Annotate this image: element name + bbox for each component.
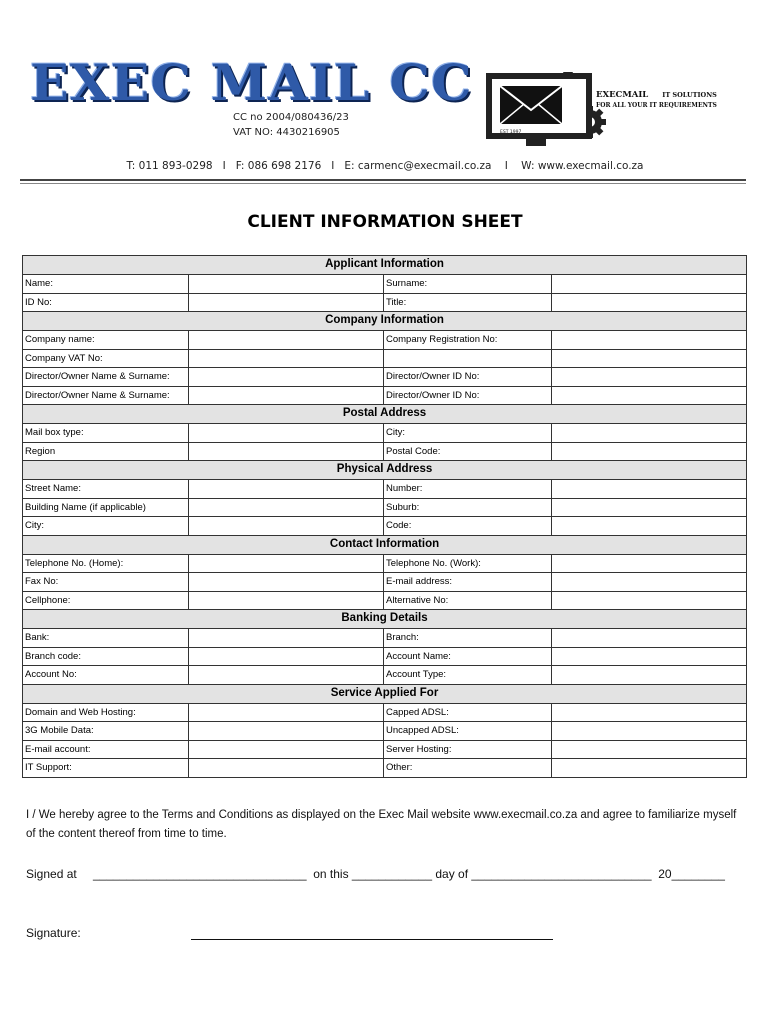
field-input[interactable] bbox=[189, 293, 384, 312]
section-header bbox=[23, 256, 747, 275]
field-label: Building Name (if applicable) bbox=[23, 498, 189, 517]
field-label: Domain and Web Hosting: bbox=[23, 703, 189, 722]
field-input[interactable] bbox=[189, 368, 384, 387]
field-input[interactable] bbox=[552, 554, 747, 573]
field-label: Surname: bbox=[384, 275, 552, 294]
field-label: Bank: bbox=[23, 629, 189, 648]
header-divider-thin bbox=[20, 183, 746, 184]
section-header bbox=[23, 312, 747, 331]
form-row bbox=[23, 591, 747, 610]
field-label: Director/Owner Name & Surname: bbox=[23, 386, 189, 405]
form-row bbox=[23, 759, 747, 778]
form-row bbox=[23, 386, 747, 405]
field-input[interactable] bbox=[552, 629, 747, 648]
field-input[interactable] bbox=[552, 331, 747, 350]
field-label: Suburb: bbox=[384, 498, 552, 517]
field-label: Alternative No: bbox=[384, 591, 552, 610]
field-label: Postal Code: bbox=[384, 442, 552, 461]
field-label: Region bbox=[23, 442, 189, 461]
form-row bbox=[23, 275, 747, 294]
field-input bbox=[552, 349, 747, 368]
form-row bbox=[23, 703, 747, 722]
brand-name: EXECMAIL IT SOLUTIONS bbox=[596, 90, 717, 100]
vat-number: VAT NO: 4430216905 bbox=[233, 127, 340, 138]
est-label: EST 1997 bbox=[500, 130, 522, 135]
field-input[interactable] bbox=[189, 275, 384, 294]
signature-line[interactable] bbox=[191, 939, 553, 940]
field-input[interactable] bbox=[552, 293, 747, 312]
field-input[interactable] bbox=[552, 480, 747, 499]
field-input[interactable] bbox=[552, 722, 747, 741]
field-input[interactable] bbox=[552, 703, 747, 722]
field-label: Company Registration No: bbox=[384, 331, 552, 350]
field-input[interactable] bbox=[552, 368, 747, 387]
section-title: Applicant Information bbox=[23, 256, 747, 275]
field-label: 3G Mobile Data: bbox=[23, 722, 189, 741]
form-row bbox=[23, 293, 747, 312]
field-input[interactable] bbox=[189, 629, 384, 648]
page-title: CLIENT INFORMATION SHEET bbox=[247, 212, 523, 232]
field-label: City: bbox=[23, 517, 189, 536]
field-input[interactable] bbox=[552, 424, 747, 443]
section-title: Banking Details bbox=[23, 610, 747, 629]
field-label: Company name: bbox=[23, 331, 189, 350]
field-input[interactable] bbox=[552, 498, 747, 517]
field-label: E-mail address: bbox=[384, 573, 552, 592]
form-row bbox=[23, 740, 747, 759]
field-label: Director/Owner ID No: bbox=[384, 368, 552, 387]
field-label: E-mail account: bbox=[23, 740, 189, 759]
field-label: Code: bbox=[384, 517, 552, 536]
field-input[interactable] bbox=[552, 442, 747, 461]
field-input[interactable] bbox=[189, 442, 384, 461]
field-input[interactable] bbox=[189, 554, 384, 573]
signed-at-label: Signed at bbox=[26, 867, 77, 881]
field-input[interactable] bbox=[552, 591, 747, 610]
form-row bbox=[23, 368, 747, 387]
field-input[interactable] bbox=[552, 759, 747, 778]
client-information-form bbox=[22, 255, 747, 778]
field-input[interactable] bbox=[552, 666, 747, 685]
field-input[interactable] bbox=[189, 759, 384, 778]
field-label: Company VAT No: bbox=[23, 349, 189, 368]
field-input[interactable] bbox=[552, 573, 747, 592]
section-title: Postal Address bbox=[23, 405, 747, 424]
field-label: Mail box type: bbox=[23, 424, 189, 443]
field-label: Number: bbox=[384, 480, 552, 499]
field-input[interactable] bbox=[552, 647, 747, 666]
signature-label: Signature: bbox=[26, 926, 81, 940]
field-label: City: bbox=[384, 424, 552, 443]
field-label: Telephone No. (Work): bbox=[384, 554, 552, 573]
field-input[interactable] bbox=[189, 703, 384, 722]
field-input[interactable] bbox=[189, 424, 384, 443]
form-row bbox=[23, 629, 747, 648]
field-input[interactable] bbox=[189, 498, 384, 517]
form-row bbox=[23, 554, 747, 573]
field-label bbox=[384, 349, 552, 368]
form-row bbox=[23, 666, 747, 685]
field-label: Account Type: bbox=[384, 666, 552, 685]
header-divider bbox=[20, 179, 746, 181]
field-label: Branch code: bbox=[23, 647, 189, 666]
field-label: Title: bbox=[384, 293, 552, 312]
section-header bbox=[23, 461, 747, 480]
field-label: Street Name: bbox=[23, 480, 189, 499]
brand-tagline: FOR ALL YOUR IT REQUIREMENTS bbox=[596, 102, 717, 109]
field-label: Telephone No. (Home): bbox=[23, 554, 189, 573]
form-row bbox=[23, 424, 747, 443]
form-row bbox=[23, 442, 747, 461]
section-title: Service Applied For bbox=[23, 684, 747, 703]
field-input[interactable] bbox=[189, 591, 384, 610]
form-row bbox=[23, 517, 747, 536]
field-input[interactable] bbox=[552, 740, 747, 759]
terms-agreement: I / We hereby agree to the Terms and Conditions as displayed on the Exec Mail website www.execmail.co.za and agree to familiarize myself of the content thereof from time to time. bbox=[26, 809, 737, 840]
signed-line[interactable]: ________________________________ on this ____________ day of ___________________________ 20________ bbox=[93, 867, 725, 881]
field-label: Director/Owner Name & Surname: bbox=[23, 368, 189, 387]
cc-number: CC no 2004/080436/23 bbox=[233, 112, 349, 123]
field-input[interactable] bbox=[189, 722, 384, 741]
field-input[interactable] bbox=[189, 517, 384, 536]
field-input[interactable] bbox=[552, 517, 747, 536]
form-row bbox=[23, 722, 747, 741]
form-row bbox=[23, 349, 747, 368]
form-row bbox=[23, 647, 747, 666]
field-input[interactable] bbox=[189, 573, 384, 592]
field-label: Other: bbox=[384, 759, 552, 778]
logo: EXEC MAIL CC bbox=[30, 53, 473, 112]
field-input[interactable] bbox=[189, 740, 384, 759]
section-header bbox=[23, 535, 747, 554]
field-label: ID No: bbox=[23, 293, 189, 312]
field-input[interactable] bbox=[189, 666, 384, 685]
section-header bbox=[23, 684, 747, 703]
field-label: Fax No: bbox=[23, 573, 189, 592]
field-label: Name: bbox=[23, 275, 189, 294]
field-label: Server Hosting: bbox=[384, 740, 552, 759]
field-label: Account No: bbox=[23, 666, 189, 685]
contact-line: T: 011 893-0298 I F: 086 698 2176 I E: carmenc@execmail.co.za I W: www.execmail.co.za bbox=[126, 160, 644, 172]
section-header bbox=[23, 405, 747, 424]
field-label: Capped ADSL: bbox=[384, 703, 552, 722]
form-row bbox=[23, 573, 747, 592]
field-input[interactable] bbox=[189, 349, 384, 368]
field-input[interactable] bbox=[552, 386, 747, 405]
field-input[interactable] bbox=[189, 647, 384, 666]
section-header bbox=[23, 610, 747, 629]
field-label: IT Support: bbox=[23, 759, 189, 778]
field-label: Cellphone: bbox=[23, 591, 189, 610]
form-row bbox=[23, 331, 747, 350]
form-row bbox=[23, 498, 747, 517]
field-label: Branch: bbox=[384, 629, 552, 648]
field-label: Director/Owner ID No: bbox=[384, 386, 552, 405]
field-input[interactable] bbox=[189, 386, 384, 405]
field-label: Uncapped ADSL: bbox=[384, 722, 552, 741]
section-title: Contact Information bbox=[23, 535, 747, 554]
field-input[interactable] bbox=[552, 275, 747, 294]
form-row bbox=[23, 480, 747, 499]
field-input[interactable] bbox=[189, 480, 384, 499]
field-input[interactable] bbox=[189, 331, 384, 350]
field-label: Account Name: bbox=[384, 647, 552, 666]
computer-envelope-icon bbox=[486, 72, 606, 150]
section-title: Physical Address bbox=[23, 461, 747, 480]
section-title: Company Information bbox=[23, 312, 747, 331]
